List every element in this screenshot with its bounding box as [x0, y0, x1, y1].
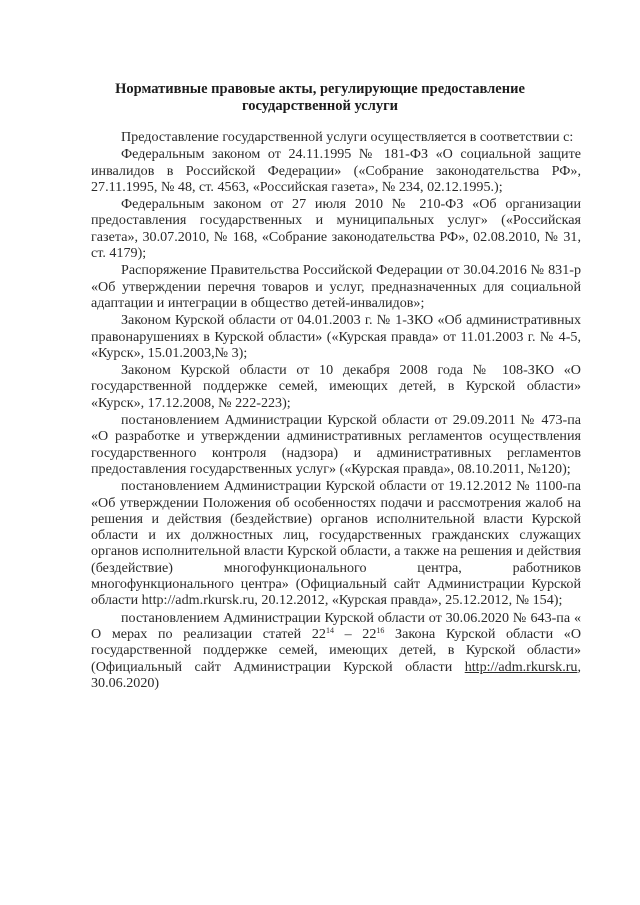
document-body	[91, 129, 581, 691]
paragraph-resolution-643	[91, 610, 581, 691]
adm-rkursk-link[interactable]: http://adm.rkursk.ru	[464, 658, 578, 675]
paragraph-resolution-473: постановлением Администрации Курской области от 29.09.2011 № 473-па «О разработке и утверждении административных регламентов осуществления государственного контроля (надзора) и административных регламентов предоставления государственных услуг» («Курская правда», 08.10.2011, №120);	[91, 412, 581, 477]
document-title	[110, 81, 530, 115]
paragraph-government-order-831: Распоряжение Правительства Российской Федерации от 30.04.2016 № 831-р «Об утверждении перечня товаров и услуг, предназначенных для социальной адаптации и интеграции в общество детей-инвалидов»;	[91, 262, 581, 311]
paragraph-resolution-1100: постановлением Администрации Курской области от 19.12.2012 № 1100-па «Об утверждении Положения об особенностях подачи и рассмотрения жалоб на решения и действия (бездействие) органов исполнительной власти Курской области и их должностных лиц, государственных гражданских служащих органов исполнительной власти Курской области, а также на решения и действия (бездействие) многофункционального центра, работников многофункционального центра» (Официальный сайт Администрации Курской области http://adm.rkursk.ru, 20.12.2012, «Курская правда», 25.12.2012, № 154);	[91, 478, 581, 609]
paragraph-intro: Предоставление государственной услуги осуществляется в соответствии с:	[121, 129, 574, 145]
resolution-643-text-1: постановлением Администрации Курской области от 30.06.2020 № 643-па « О мерах по реализации статей 22	[91, 609, 581, 642]
superscript-16: 16	[376, 625, 385, 635]
title-line-2: государственной услуги	[241, 98, 399, 114]
title-line-1: Нормативные правовые акты, регулирующие предоставление	[115, 81, 525, 97]
superscript-14: 14	[325, 625, 334, 635]
paragraph-kursk-law-1: Законом Курской области от 04.01.2003 г. № 1-ЗКО «Об административных правонарушениях в Курской области» («Курская правда» от 11.01.2003 г. № 4-5, «Курск», 15.01.2003,№ 3);	[91, 312, 581, 361]
paragraph-federal-law-210: Федеральным законом от 27 июля 2010 № 210-ФЗ «Об организации предоставления государственных и муниципальных услуг» («Российская газета», 30.07.2010, № 168, «Собрание законодательства РФ», 02.08.2010, № 31, ст. 4179);	[91, 196, 581, 262]
paragraph-federal-law-181: Федеральным законом от 24.11.1995 № 181-ФЗ «О социальной защите инвалидов в Российской Федерации» («Собрание законодательства РФ», 27.11.1995, № 48, ст. 4563, «Российская газета», № 234, 02.12.1995.);	[91, 146, 581, 195]
resolution-643-text-3: Закона Курской области «О государственной поддержке семей, имеющих детей, в Курской области» (Официальный сайт Администрации Курской области	[91, 625, 581, 675]
paragraph-kursk-law-108: Законом Курской области от 10 декабря 2008 года № 108-ЗКО «О государственной поддержке семей, имеющих детей, в Курской области» «Курск», 17.12.2008, № 222-223);	[91, 362, 581, 411]
resolution-643-text-4: , 30.06.2020)	[91, 658, 581, 691]
resolution-643-text-2: – 22	[333, 625, 377, 642]
